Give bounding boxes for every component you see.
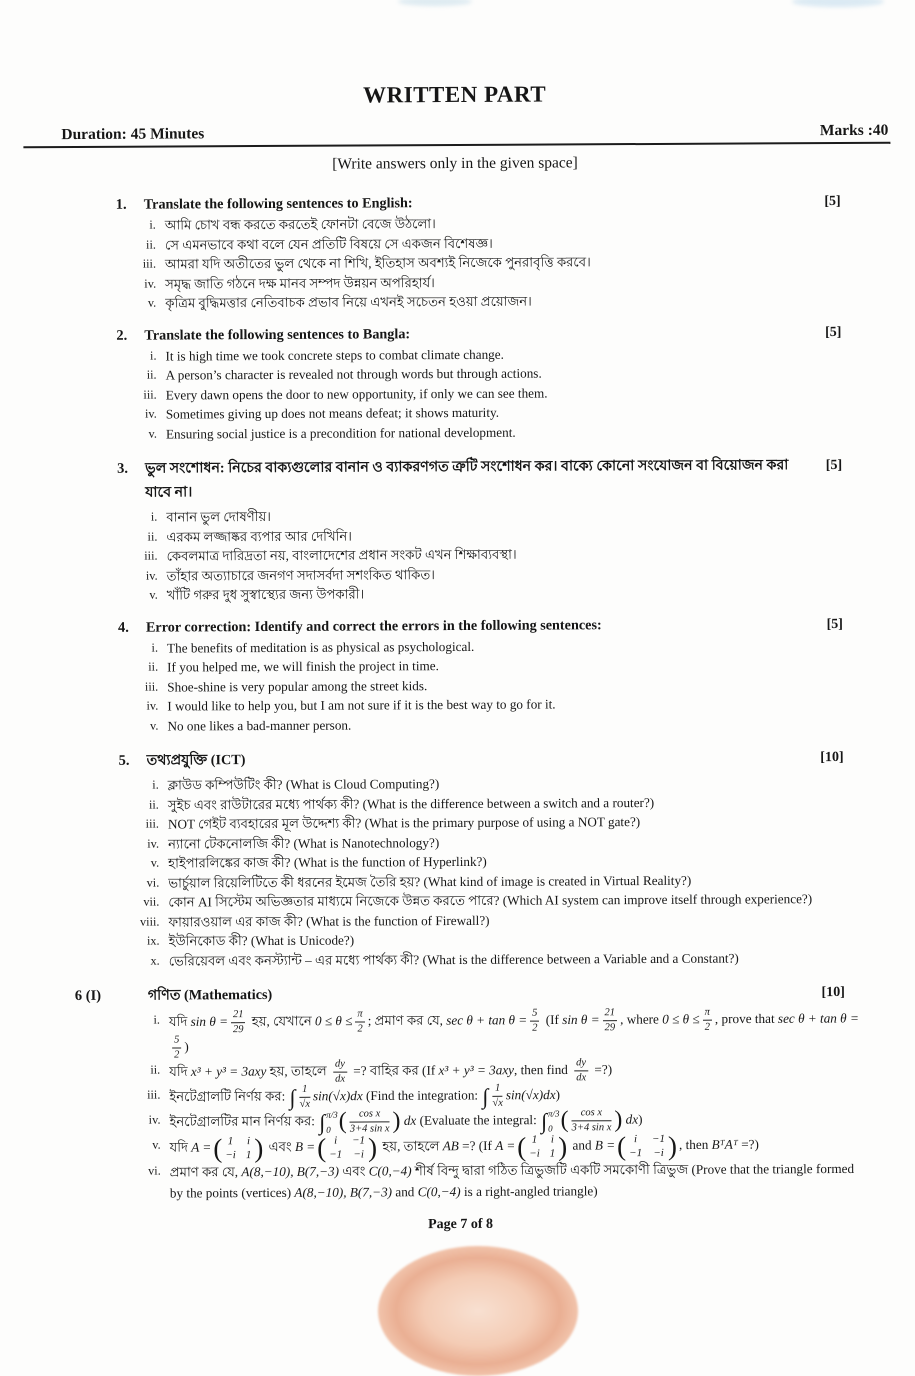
item-label: ii. — [147, 529, 158, 544]
question-number: 2. — [116, 327, 128, 344]
item-text: তাঁহার অত্যাচারে জনগণ সদাসর্বদা সশংকিত থাকিত। — [166, 566, 435, 584]
item-text: হাইপারলিঙ্কের কাজ কী? (What is the function of Hyperlink?) — [168, 853, 487, 871]
item-label: v. — [148, 426, 157, 441]
item-label: v. — [149, 718, 159, 733]
item-text: ভেরিয়েবল এবং কনস্ট্যান্ট – এর মধ্যে পার্থক্য কী? (What is the difference between a Variable and a Constant?) — [168, 950, 739, 969]
item-label: ix. — [146, 933, 160, 948]
item-text: The benefits of meditation is as physical as psychological. — [166, 638, 475, 656]
item-label: i. — [149, 348, 157, 363]
item-text: সুইচ এবং রাউটারের মধ্যে পার্থক্য কী? (What is the difference between a switch and a router?) — [167, 794, 655, 813]
question-number: 6 (I) — [74, 987, 102, 1005]
item-label: ii. — [150, 1062, 161, 1077]
question-title: গণিত (Mathematics) — [147, 986, 273, 1004]
question-2 — [94, 323, 862, 444]
item-text: Shoe-shine is very popular among the street kids. — [167, 677, 428, 695]
item-text: NOT গেইট ব্যবহারের মূল উদ্দেশ্য কী? (What is the primary purpose of using a NOT gate?) — [167, 814, 641, 832]
item-text: আমি চোখ বন্ধ করতে করতেই ফোনটা বেজে উঠলো। — [164, 216, 436, 233]
list-item — [98, 947, 865, 971]
question-1-header — [94, 193, 861, 214]
item-text: ভার্চুয়াল রিয়েলিটিতে কী ধরনের ইমেজ তৈরি হয়? (What kind of image is created in Virtual Reality?) — [168, 872, 692, 891]
item-label: iv. — [145, 568, 158, 583]
item-text: কেবলমাত্র দারিদ্রতা নয়, বাংলাদেশের প্রধান সংকট এখন শিক্ষাব্যবস্থা। — [166, 546, 517, 564]
question-1 — [94, 193, 862, 314]
item-label: i. — [149, 217, 156, 232]
question-marks: [10] — [820, 749, 844, 766]
item-label: iii. — [144, 548, 158, 563]
question-4 — [96, 615, 864, 736]
math-expression: ইনটেগ্রালটির মান নির্ণয় কর: ∫ π/3 0 ( $\frac{\text{cos x}}{\text{3+4 sin x}}$ ) dx (Evaluate the integral: ∫ π/3 0 ( $\frac{\text{cos x}}{\text{3+4 sin x}}$ ) dx) — [169, 1106, 643, 1135]
item-label: i. — [153, 1012, 161, 1027]
item-label: i. — [150, 509, 158, 524]
math-expression: যদি x³ + y³ = 3axy হয়, তাহলে $\frac{dy}{dx}$ =? বাহির কর (If x³ + y³ = 3axy, then find $\frac{dy}{dx}$ =?) — [169, 1057, 613, 1085]
item-label: ii. — [146, 367, 157, 382]
question-number: 5. — [118, 752, 130, 769]
question-3 — [95, 454, 863, 606]
question-number: 3. — [117, 460, 129, 477]
item-label: i. — [152, 777, 159, 792]
math-expression: প্রমাণ কর যে, A(8,−10), B(7,−3) এবং C(0,−4) শীর্ষ বিন্দু দ্বারা গঠিত ত্রিভুজটি একটি সমকোণী ত্রিভুজ (Prove that the triangle formed by the points (vertices) A(8,−10), B(7,−3) and C(0,−4) is a right-angled triangle) — [169, 1161, 855, 1201]
question-marks: [10] — [821, 984, 845, 1001]
instruction-note: [Write answers only in the given space] — [332, 154, 578, 173]
item-text: কোন AI সিস্টেম অভিজ্ঞতার মাধ্যমে নিজেকে উন্নত করতে পারে? (Which AI system can improve itself through experience?) — [168, 891, 813, 910]
question-marks: [5] — [825, 324, 842, 340]
meta-row — [61, 122, 888, 144]
page-title: WRITTEN PART — [363, 81, 547, 108]
total-marks-label: Marks :40 — [819, 121, 889, 140]
item-text: Every dawn opens the door to new opportunity, if only we can see them. — [165, 385, 548, 403]
questions-area — [74, 193, 866, 1205]
item-label: iv. — [144, 406, 157, 421]
item-label: ii. — [148, 797, 159, 812]
item-label: viii. — [139, 914, 160, 929]
item-label: vii. — [143, 894, 160, 909]
item-label: iii. — [147, 1087, 161, 1102]
item-label: vi. — [148, 1163, 161, 1178]
item-text: ন্যানো টেকনোলজি কী? (What is Nanotechnology?) — [168, 834, 440, 852]
item-text: A person’s character is revealed not through words but through actions. — [165, 365, 542, 383]
list-item — [95, 420, 862, 444]
list-item — [99, 1132, 866, 1162]
item-label: v. — [147, 295, 157, 310]
item-label: iv. — [144, 276, 157, 291]
item-label: vi. — [146, 875, 160, 890]
math-expression: যদি A = ( 1 i −i 1 ) এবং B = ( i −1 −1 −i ) হয়, তাহলে AB =? (If A = ( 1 i −i 1 ) and B = ( i −1 −1 −i ) , then BᵀAᵀ =?) — [169, 1130, 759, 1164]
item-text: এরকম লজ্জাষ্কর ব্যপার আর দেখিনি। — [166, 528, 352, 545]
item-text: No one likes a bad-manner person. — [167, 717, 352, 734]
item-text: আমরা যদি অতীতের ভুল থেকে না শিখি, ইতিহাস অবশ্যই নিজেকে পুনরাবৃত্তি করবে। — [164, 254, 591, 272]
item-label: iii. — [145, 816, 159, 831]
item-text: If you helped me, we will finish the project in time. — [167, 658, 439, 675]
list-item — [96, 582, 863, 606]
fingertip-scan-artifact — [378, 1246, 578, 1376]
question-5 — [97, 746, 865, 971]
item-text: কৃত্রিম বুদ্ধিমত্তার নেতিবাচক প্রভাব নিয়ে এখনই সচেতন হওয়া প্রয়োজন। — [165, 293, 532, 311]
item-label: x. — [150, 953, 160, 968]
question-6-header — [74, 981, 865, 1009]
item-text: ফায়ারওয়াল এর কাজ কী? (What is the function of Firewall?) — [168, 912, 490, 930]
item-label: iii. — [144, 679, 159, 694]
item-label: iii. — [142, 256, 157, 271]
question-title: Translate the following sentences to English: — [143, 195, 413, 213]
item-label: iv. — [146, 698, 159, 713]
item-label: v. — [149, 587, 158, 602]
question-2-header — [94, 323, 861, 344]
list-item — [99, 1158, 866, 1204]
item-label: i. — [151, 640, 159, 655]
item-label: v. — [152, 1137, 161, 1152]
question-marks: [5] — [824, 193, 841, 210]
question-5-header — [97, 746, 864, 774]
list-item — [98, 1007, 865, 1061]
question-3-header — [95, 454, 862, 506]
question-4-header — [96, 615, 863, 636]
item-label: ii. — [148, 659, 159, 674]
question-title: ভুল সংশোধন: নিচের বাক্যগুলোর বানান ও ব্যাকরণগত ত্রুটি সংশোধন কর। বাক্যে কোনো সংযোজন বা বিয়োজন করা যাবে না। — [145, 457, 789, 501]
duration-label: Duration: 45 Minutes — [61, 125, 205, 144]
math-expression: ইনটেগ্রালটি নির্ণয় কর: ∫ $\frac{1}{√x}$ sin(√x)dx (Find the integration: ∫ $\frac{1}{√x}$ sin(√x)dx) — [169, 1082, 560, 1110]
list-item — [94, 290, 861, 314]
question-marks: [5] — [825, 457, 843, 474]
item-text: Ensuring social justice is a precondition for national development. — [165, 424, 516, 442]
item-text: Sometimes giving up does not means defeat; it shows maturity. — [165, 404, 500, 422]
item-label: ii. — [145, 237, 156, 252]
item-label: iv. — [148, 1112, 161, 1127]
math-expression: যদি sin θ = $\frac{21}{29}$ হয়, যেখানে 0 ≤ θ ≤ $\frac{\pi}{2}$ ; প্রমাণ কর যে, sec θ + tan θ = $\frac{5}{2}$ (If sin θ = $\frac{21}{29}$ , where 0 ≤ θ ≤ $\frac{\pi}{2}$ , prove that sec θ + tan θ = $\frac{5}{2}$ ) — [168, 1006, 859, 1060]
item-text: It is high time we took concrete steps to combat climate change. — [165, 346, 504, 364]
question-number: 1. — [115, 196, 127, 213]
question-number: 4. — [117, 619, 129, 636]
list-item — [96, 712, 863, 736]
item-text: সে এমনভাবে কথা বলে যেন প্রতিটি বিষয়ে সে একজন বিশেষজ্ঞ। — [164, 235, 493, 253]
question-title: Translate the following sentences to Bangla: — [144, 325, 411, 344]
question-title: তথ্যপ্রযুক্তি (ICT) — [146, 752, 246, 769]
item-text: খাঁটি গরুর দুধ সুস্বাস্থ্যের জন্য উপকারী। — [166, 586, 365, 603]
item-text: ক্লাউড কম্পিউটিং কী? (What is Cloud Computing?) — [167, 776, 440, 793]
page-number: Page 7 of 8 — [428, 1216, 494, 1232]
item-text: বানান ভুল দোষণীয়। — [166, 508, 271, 525]
item-text: I would like to help you, but I am not sure if it is the best way to go for it. — [167, 696, 556, 714]
item-label: iv. — [147, 836, 160, 851]
item-label: iii. — [143, 387, 157, 402]
item-label: v. — [150, 855, 160, 870]
question-marks: [5] — [826, 616, 843, 632]
question-6 — [74, 981, 866, 1205]
item-text: সমৃদ্ধ জাতি গঠনে দক্ষ মানব সম্পদ উন্নয়ন অপরিহার্য। — [165, 274, 435, 292]
item-text: ইউনিকোড কী? (What is Unicode?) — [168, 932, 355, 949]
question-title: Error correction: Identify and correct the errors in the following sentences: — [145, 616, 602, 636]
